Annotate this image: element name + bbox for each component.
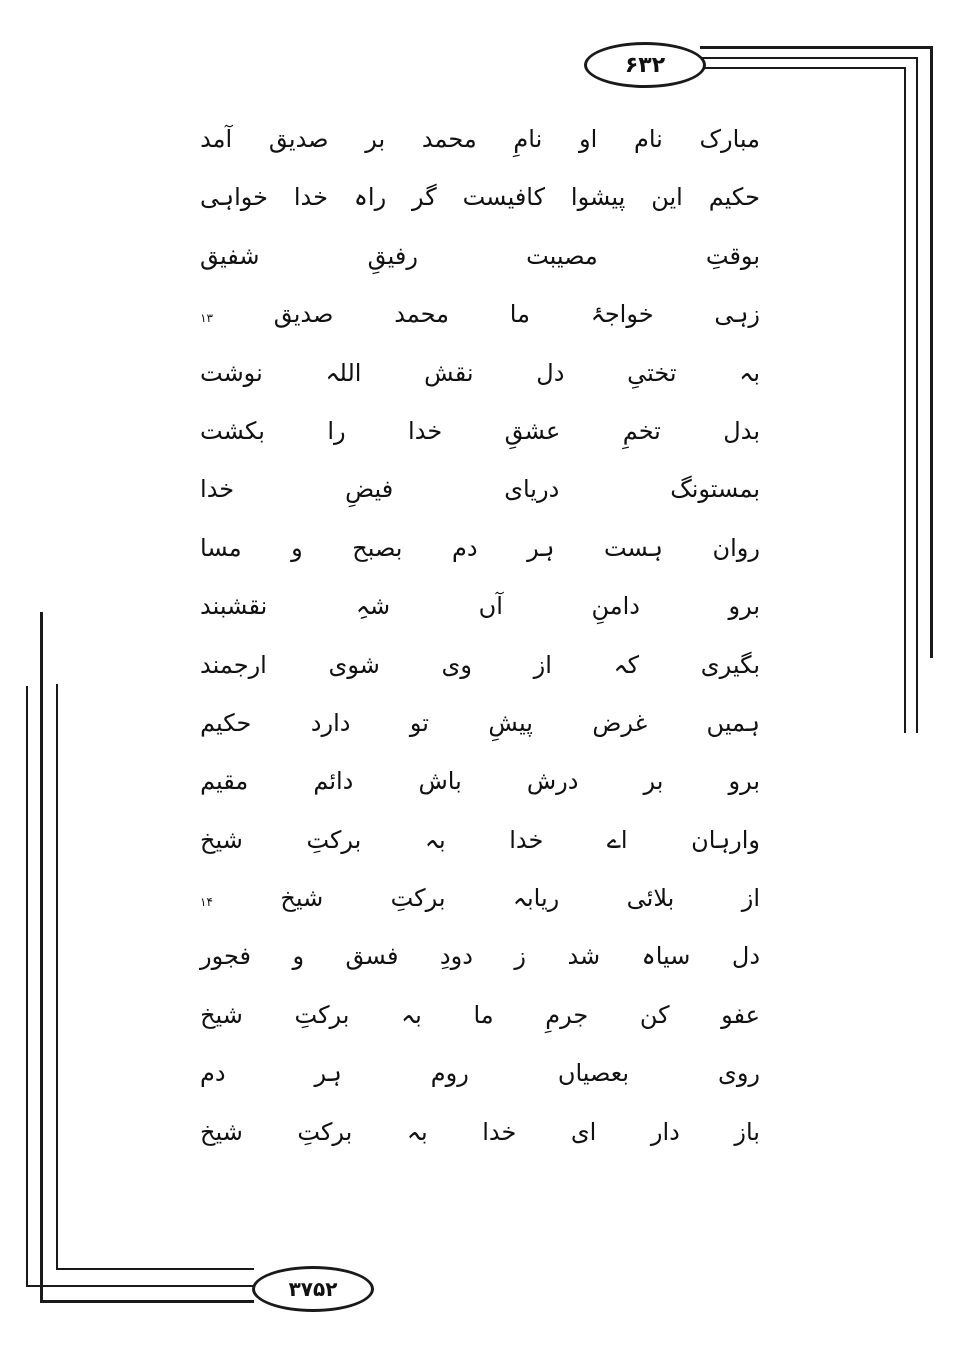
verse-word: ریابہ — [512, 884, 560, 913]
verse-word: فسق — [345, 942, 399, 971]
verse-word: سیاہ — [641, 942, 691, 971]
verse-word: این — [651, 183, 683, 212]
verse-line — [200, 110, 760, 168]
verse-line — [200, 811, 760, 869]
verse-word: دامنِ — [591, 592, 640, 621]
verse-word: وی — [441, 650, 472, 679]
verse-word: ہست — [603, 533, 663, 562]
frame-line-left-3 — [56, 684, 58, 1270]
verse-word: بمستونگ — [670, 475, 760, 504]
verse-word: بر — [365, 125, 386, 153]
verse-word: آمد — [200, 125, 233, 153]
verse-word: محمد — [394, 300, 450, 329]
verse-word: نام — [633, 125, 663, 153]
verse-word: کن — [639, 1000, 670, 1029]
verse-word: برکتِ — [390, 884, 446, 913]
verse-word: بہ — [424, 825, 446, 854]
verse-word: گر — [412, 183, 437, 212]
verse-word: اللہ — [325, 358, 362, 387]
top-page-number: ۶۳۲ — [584, 42, 706, 88]
verse-word: شیخ — [200, 825, 243, 854]
verse-word: دم — [452, 533, 478, 562]
verse-word: خدا — [293, 183, 328, 212]
verse-word: اے — [606, 825, 628, 854]
verse-word: بدل — [723, 416, 760, 445]
verse-word: ما — [509, 300, 530, 329]
verse-line — [200, 636, 760, 694]
verse-word: خواہی — [200, 183, 268, 212]
verse-word: خدا — [408, 416, 443, 445]
verse-word: شد — [567, 942, 601, 971]
frame-line-top-3 — [700, 67, 906, 69]
verse-word: وارہان — [691, 825, 760, 854]
verse-word: برکتِ — [297, 1117, 353, 1146]
verse-word: برو — [728, 767, 760, 796]
verse-word: کہ — [613, 650, 640, 679]
verse-word: بلائی — [626, 884, 675, 913]
verse-word: عشقِ — [504, 416, 561, 445]
verse-word: از — [533, 650, 552, 679]
verse-word: نقشبند — [200, 592, 268, 621]
verse-word: دار — [650, 1117, 680, 1146]
verse-word: باش — [418, 767, 462, 796]
verse-word: ارجمند — [200, 650, 267, 679]
verse-word: و — [292, 942, 305, 971]
verse-word: مصیبت — [526, 241, 598, 270]
verse-word: روی — [718, 1059, 760, 1088]
verse-word: جرمِ — [545, 1000, 589, 1029]
verse-word: فیضِ — [345, 475, 394, 504]
frame-line-bottom-2 — [26, 1285, 254, 1287]
verse-word: روان — [712, 533, 760, 562]
verse-word: کافیست — [462, 183, 546, 212]
verse-word: بوقتِ — [705, 241, 760, 270]
verse-word: حکیم — [200, 708, 252, 737]
verse-line — [200, 344, 760, 402]
frame-line-right-2 — [916, 57, 918, 733]
verse-word: شفیق — [200, 241, 260, 270]
verse-word: شہِ — [355, 592, 391, 621]
verse-word: دل — [536, 358, 565, 387]
frame-line-right-1 — [930, 46, 933, 658]
verse-word: زہی — [714, 300, 760, 329]
verse-word: نامِ — [513, 125, 543, 153]
verse-word: مسا — [200, 533, 242, 562]
verse-word: باز — [734, 1117, 760, 1146]
verse-block — [200, 110, 760, 1161]
verse-word: دم — [200, 1059, 226, 1088]
verse-word: خدا — [200, 475, 235, 504]
verse-word: بہ — [406, 1117, 428, 1146]
verse-line — [200, 519, 760, 577]
frame-line-bottom-1 — [56, 1268, 254, 1270]
verse-word: ما — [473, 1000, 494, 1029]
verse-line — [200, 1103, 760, 1161]
verse-word: بعصیاں — [557, 1059, 630, 1088]
verse-word: بصبح — [352, 533, 403, 562]
verse-word: دریای — [504, 475, 560, 504]
verse-word: شیخ — [200, 1000, 243, 1029]
verse-word: پیشوا — [570, 183, 626, 212]
verse-word: پیشِ — [488, 708, 533, 737]
frame-line-top-2 — [700, 57, 918, 59]
verse-word: دائم — [313, 767, 354, 796]
verse-word: ز — [514, 942, 526, 971]
verse-word: برکتِ — [294, 1000, 350, 1029]
frame-line-left-2 — [26, 686, 28, 1286]
verse-word: درش — [526, 767, 579, 796]
frame-line-top-1 — [700, 46, 932, 49]
verse-word: تختیِ — [627, 358, 677, 387]
verse-word: فجور — [200, 942, 251, 971]
verse-line — [200, 460, 760, 518]
verse-word: شوی — [328, 650, 380, 679]
verse-word: خدا — [482, 1117, 517, 1146]
verse-word: از — [741, 884, 760, 913]
verse-word: خدا — [509, 825, 544, 854]
verse-word: را — [327, 416, 346, 445]
verse-word: او — [578, 125, 598, 153]
verse-word: بر — [643, 767, 664, 796]
verse-word: دل — [731, 942, 760, 971]
verse-word: نوشت — [200, 358, 263, 387]
verse-line — [200, 927, 760, 985]
verse-line — [200, 1044, 760, 1102]
verse-word: شیخ — [200, 1117, 243, 1146]
verse-word: ہر — [314, 1059, 342, 1088]
verse-line: از بلائی ریابہ برکتِ شیخ ۱۴ — [200, 869, 760, 927]
verse-word: خواجۂ — [590, 300, 654, 329]
frame-line-bottom-3 — [40, 1300, 254, 1303]
verse-line: زہی خواجۂ ما محمد صدیق ۱۳ — [200, 285, 760, 343]
verse-line — [200, 986, 760, 1044]
verse-word: بہ — [401, 1000, 422, 1029]
frame-line-left-1 — [40, 612, 43, 1302]
verse-word: برو — [728, 592, 760, 621]
verse-word: دودِ — [439, 942, 473, 971]
verse-word: محمد — [421, 125, 477, 153]
verse-line — [200, 168, 760, 226]
bottom-page-number: ۳۷۵۲ — [252, 1266, 374, 1312]
verse-word: عفو — [721, 1000, 760, 1029]
verse-word: رفیقِ — [367, 241, 418, 270]
verse-word: برکتِ — [306, 825, 362, 854]
verse-word: بگیری — [700, 650, 760, 679]
verse-word: نقش — [424, 358, 474, 387]
verse-word: دارد — [310, 708, 351, 737]
frame-line-right-3 — [904, 67, 906, 733]
verse-word: شیخ — [280, 884, 324, 913]
verse-word: تو — [409, 708, 429, 737]
verse-word: آں — [478, 592, 503, 621]
verse-word: ای — [570, 1117, 597, 1146]
verse-word: روم — [430, 1059, 469, 1088]
verse-line — [200, 694, 760, 752]
verse-word: بہ — [739, 358, 760, 387]
verse-word: تخمِ — [622, 416, 661, 445]
verse-word: صدیق — [268, 125, 329, 153]
verse-line — [200, 227, 760, 285]
verse-word: مبارک — [699, 125, 760, 153]
verse-word: ہر — [527, 533, 555, 562]
verse-word: غرض — [592, 708, 648, 737]
verse-line — [200, 577, 760, 635]
verse-word: صدیق — [273, 300, 334, 329]
verse-word: و — [291, 533, 303, 562]
verse-line — [200, 752, 760, 810]
verse-line — [200, 402, 760, 460]
verse-word: حکیم — [708, 183, 760, 212]
verse-word: ہمیں — [706, 708, 760, 737]
verse-word: مقیم — [200, 767, 249, 796]
verse-word: بکشت — [200, 416, 265, 445]
verse-word: راہ — [353, 183, 387, 212]
